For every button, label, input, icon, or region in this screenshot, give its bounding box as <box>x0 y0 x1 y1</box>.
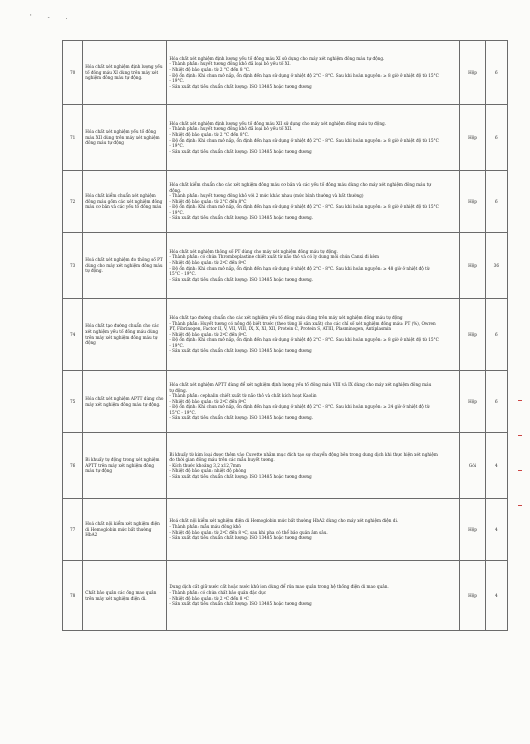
product-name: Hoá chất xét nghiệm đo thông số PT dùng cho máy xét nghiệm đông máu tự động. <box>83 233 167 299</box>
spec-line: - Thành phần: huyết tương đông khô với 2 mức khác nhau (mức bình thường và bất thường) <box>169 193 364 199</box>
row-number: 72 <box>63 171 83 233</box>
product-name: Hóa chất tạo đường chuẩn cho các xét nghiệm yếu tố đông máu dùng trên máy xét nghiệm đông máu tự động <box>83 299 167 371</box>
quantity: 4 <box>485 433 507 499</box>
row-number: 73 <box>63 233 83 299</box>
spec-line: - Độ ổn định: Khi chưa mở nắp, ổn định đến hạn sử dụng ở nhiệt độ 2°C - 8°C. Sau khi hoàn nguyên: ≥ 24 giờ ở nhiệt độ từ <box>169 404 430 410</box>
quantity: 36 <box>485 233 507 299</box>
spec-line: - Độ ổn định: Khi chưa mở nắp, ổn định đến hạn sử dụng ở nhiệt độ 2°C - 8°C. Sau khi hoàn nguyên: ≥ 8 giờ ở nhiệt độ từ 15°C <box>169 204 439 210</box>
unit-of-measure: Hộp <box>460 171 485 233</box>
spec-line: Hóa chất xét nghiệm định lượng yếu tố đông máu XII sử dụng cho máy xét nghiệm đông máu tự động. <box>169 120 387 126</box>
row-number: 75 <box>63 371 83 433</box>
unit-of-measure: Hộp <box>460 299 485 371</box>
table-row <box>63 41 508 105</box>
spec-line: - Sản xuất đạt tiêu chuẩn chất lượng: ISO 13485 hoặc tương đương <box>169 148 312 154</box>
spec-line: - Nhiệt độ bảo quản: từ 2 ºC đến 8 ºC <box>169 595 249 601</box>
spec-line: - 19°C. <box>169 342 184 348</box>
table-row <box>63 233 508 299</box>
spec-line: - Nhiệt độ bảo quản: từ 2ºC đến 8ºC. <box>169 331 248 337</box>
spec-line: - Sản xuất đạt tiêu chuẩn chất lượng: ISO 13485 hoặc tương đương. <box>169 415 314 421</box>
product-name: Hóa chất xét nghiệm yếu tố đông máu XII dùng trên máy xét nghiệm đông máu tự động <box>83 105 167 171</box>
spec-line: - Sản xuất đạt tiêu chuẩn chất lượng: ISO 13485 hoặc tương đương <box>169 348 312 354</box>
unit-of-measure: Hộp <box>460 499 485 561</box>
table-row <box>63 499 508 561</box>
spec-line: - Thành phần: cephalin chiết xuất từ não thỏ và chất kích hoạt Kaolin <box>169 393 317 399</box>
spec-line: - Nhiệt độ bảo quản: nhiệt độ phòng <box>169 468 247 474</box>
spec-line: - Thành phần: có chứa Thromboplastine chiết xuất từ não thỏ và có ly dung môi chứa Canxi đi kèm <box>169 254 379 260</box>
product-specification <box>167 171 460 233</box>
table-row <box>63 561 508 631</box>
spec-line: - Sản xuất đạt tiêu chuẩn chất lượng: ISO 13485 hoặc tương đương. <box>169 276 314 282</box>
spec-line: Hóa chất kiểm chuẩn cho các xét nghiệm đông máu cơ bản và các yếu tố đông máu dùng cho máy xét nghiệm đông máu tự <box>169 181 432 187</box>
spec-line: PT, Fibrinogen, Factor II, V, VII, VIII, IX, X, XI, XII, Protein C, Protein S, ATIII, Plasminogen, Antiplasmin <box>169 326 392 332</box>
table-row <box>63 433 508 499</box>
spec-line: - 19°C. <box>169 143 184 149</box>
speck: - <box>47 14 50 21</box>
unit-of-measure: Gói <box>460 433 485 499</box>
product-name: Hóa chất xét nghiệm định lượng yếu tố đông máu XI dùng trên máy xét nghiệm đông máu tự động. <box>83 41 167 105</box>
product-specification <box>167 299 460 371</box>
quantity: 4 <box>485 499 507 561</box>
spec-line: - Nhiệt độ bảo quản: từ 2 °C đến 8 °C. <box>169 66 251 72</box>
spec-line: - Sản xuất đạt tiêu chuẩn chất lượng: ISO 13485 hoặc tương đương <box>169 473 312 479</box>
spec-line: - Sản xuất đạt tiêu chuẩn chất lượng: ISO 13485 hoặc tương đương <box>169 535 312 541</box>
quantity: 6 <box>485 105 507 171</box>
product-specification <box>167 371 460 433</box>
spec-line: - Độ ổn định: Khi chưa mở nắp, ổn định đến hạn sử dụng ở nhiệt độ 2°C - 8°C. Sau khi hoàn nguyên: ≥ 8 giờ ở nhiệt độ từ 15°C <box>169 72 439 78</box>
spec-line: - Sản xuất đạt tiêu chuẩn chất lượng: ISO 13485 hoặc tương đương. <box>169 215 314 221</box>
product-name: Bi khuấy tự động trong xét nghiệm APTT trên máy xét nghiệm đông máu tự động <box>83 433 167 499</box>
unit-of-measure: Hộp <box>460 561 485 631</box>
spec-line: Hóa chất xét nghiệm APTT dùng để xét nghiệm định lượng yếu tố đông máu VIII và IX dùng cho máy xét nghiệm đông máu <box>169 381 432 387</box>
spec-line: tự động. <box>169 387 188 393</box>
page-specks <box>30 14 81 21</box>
table-row <box>63 171 508 233</box>
spec-line: - Thành phần: huyết tương đông khô đã loại bỏ yếu tố XI. <box>169 61 291 67</box>
product-specification <box>167 561 460 631</box>
spec-line: Hóa chất xét nghiệm định lượng yếu tố đông máu XI sử dụng cho máy xét nghiệm đông máu tự động. <box>169 55 385 61</box>
row-number: 70 <box>63 41 83 105</box>
unit-of-measure: Hộp <box>460 105 485 171</box>
spec-line: - Độ ổn định: Khi chưa mở nắp, ổn định đến hạn sử dụng ở nhiệt độ 2°C - 8°C. Sau khi hoàn nguyên: ≥ 8 giờ ở nhiệt độ từ 15°C <box>169 137 439 143</box>
spec-line: - Nhiệt độ bảo quản: từ 2 °C đến 8°C. <box>169 131 249 137</box>
spec-line: 15°C - 19°C. <box>169 409 196 415</box>
margin-mark <box>518 400 522 401</box>
product-name: Hóa chất kiểm chuẩn xét nghiệm đông máu gồm các xét nghiệm đông máu cơ bản và các yếu tố đông máu <box>83 171 167 233</box>
spec-line: - Kích thước khoảng 3,2 x12,7mm <box>169 462 241 468</box>
table-row <box>63 105 508 171</box>
product-specification <box>167 105 460 171</box>
margin-mark <box>518 435 522 436</box>
product-specification <box>167 233 460 299</box>
spec-line: - Thành phần: mẫu máu đông khô <box>169 523 241 529</box>
table-row <box>63 299 508 371</box>
spec-line: - Độ ổn định: Khi chưa mở nắp, ổn định đến hạn sử dụng ở nhiệt độ 2°C - 8°C. Sau khi hoàn nguyên: ≥ 48 giờ ở nhiệt độ từ <box>169 265 430 271</box>
spec-line: - Nhiệt độ bảo quản: từ 2ºC đến 8ºC <box>169 259 247 265</box>
margin-mark <box>518 470 522 471</box>
spec-line: - 19°C. <box>169 78 184 84</box>
unit-of-measure: Hộp <box>460 371 485 433</box>
spec-line: - Thành phần: huyết tương đông khô đã loại bỏ yếu tố XII. <box>169 126 293 132</box>
unit-of-measure: Hộp <box>460 233 485 299</box>
spec-line: - Độ ổn định: Khi chưa mở nắp, ổn định đến hạn sử dụng ở nhiệt độ 2°C - 8°C. Sau khi hoàn nguyên: ≥ 8 giờ ở nhiệt độ từ 15°C <box>169 337 439 343</box>
spec-line: - Nhiệt độ bảo quản: từ 2ºC đến 8 ºC, sau khi pha có thể bảo quản âm sâu. <box>169 529 328 535</box>
spec-line: - Nhiệt độ bảo quản: từ 2°C đến 8°C <box>169 198 247 204</box>
product-name: Chất bảo quản các ống mao quản trên máy xét nghiệm điện di. <box>83 561 167 631</box>
row-number: 77 <box>63 499 83 561</box>
spec-line: Hóa chất xét nghiệm thông số PT dùng cho máy xét nghiệm đông máu tự động. <box>169 248 338 254</box>
spec-line: - Nhiệt độ bảo quản: từ 2ºC đến 8ºC <box>169 398 247 404</box>
row-number: 76 <box>63 433 83 499</box>
spec-line: - Thành phần: Huyết tương có nồng độ biết trước (theo từng lô sản xuất) cho các chỉ số xét nghiệm đông máu: PT (%), Owren <box>169 320 436 326</box>
product-specification <box>167 41 460 105</box>
speck: ' <box>30 14 32 21</box>
quantity: 6 <box>485 299 507 371</box>
quantity: 6 <box>485 41 507 105</box>
product-name: Hóa chất xét nghiệm APTT dùng cho máy xét nghiệm đông máu tự động. <box>83 371 167 433</box>
spec-line: đo thời gian đông máu trên các mẫu huyết tương. <box>169 457 275 463</box>
spec-line: - 19°C. <box>169 209 184 215</box>
row-number: 74 <box>63 299 83 371</box>
spec-line: - Sản xuất đạt tiêu chuẩn chất lượng: ISO 13485 hoặc tương đương <box>169 601 312 607</box>
spec-line: Bi khuấy từ kim loại được thêm vào Cuvette nhằm mục đích tạo sự chuyển động bên trong dung dịch khi thực hiện xét nghiệm <box>169 451 438 457</box>
margin-mark <box>518 505 522 506</box>
reagent-table <box>62 40 508 631</box>
quantity: 4 <box>485 561 507 631</box>
spec-line: 15°C - 19°C. <box>169 271 196 277</box>
row-number: 78 <box>63 561 83 631</box>
product-name: Hoá chất nội kiểm xét nghiệm điện di Hemoglobin mức bất thường HbA2 <box>83 499 167 561</box>
speck: . <box>65 14 68 21</box>
product-specification <box>167 433 460 499</box>
unit-of-measure: Hộp <box>460 41 485 105</box>
margin-marks <box>518 400 528 540</box>
row-number: 71 <box>63 105 83 171</box>
spec-line: động. <box>169 187 182 193</box>
spec-line: Dung dịch cất giữ nước cất hoặc nước khử ion dùng để rửa mao quản trong hệ thống điện di mao quản. <box>169 584 389 590</box>
table-row <box>63 371 508 433</box>
spec-line: - Thành phần: có chứa chất bảo quản đặc dục <box>169 589 267 595</box>
quantity: 6 <box>485 371 507 433</box>
spec-line: - Sản xuất đạt tiêu chuẩn chất lượng: ISO 13485 hoặc tương đương <box>169 83 312 89</box>
quantity: 6 <box>485 171 507 233</box>
spec-line: Hoá chất nội kiểm xét nghiệm điện di Hemoglobin mức bất thường HbA2 dùng cho máy xét nghiệm điện di. <box>169 518 399 524</box>
spec-line: Hóa chất tạo đường chuẩn cho các xét nghiệm yếu tố đông máu dùng trên máy xét nghiệm đông máu tự động <box>169 314 403 320</box>
product-specification <box>167 499 460 561</box>
